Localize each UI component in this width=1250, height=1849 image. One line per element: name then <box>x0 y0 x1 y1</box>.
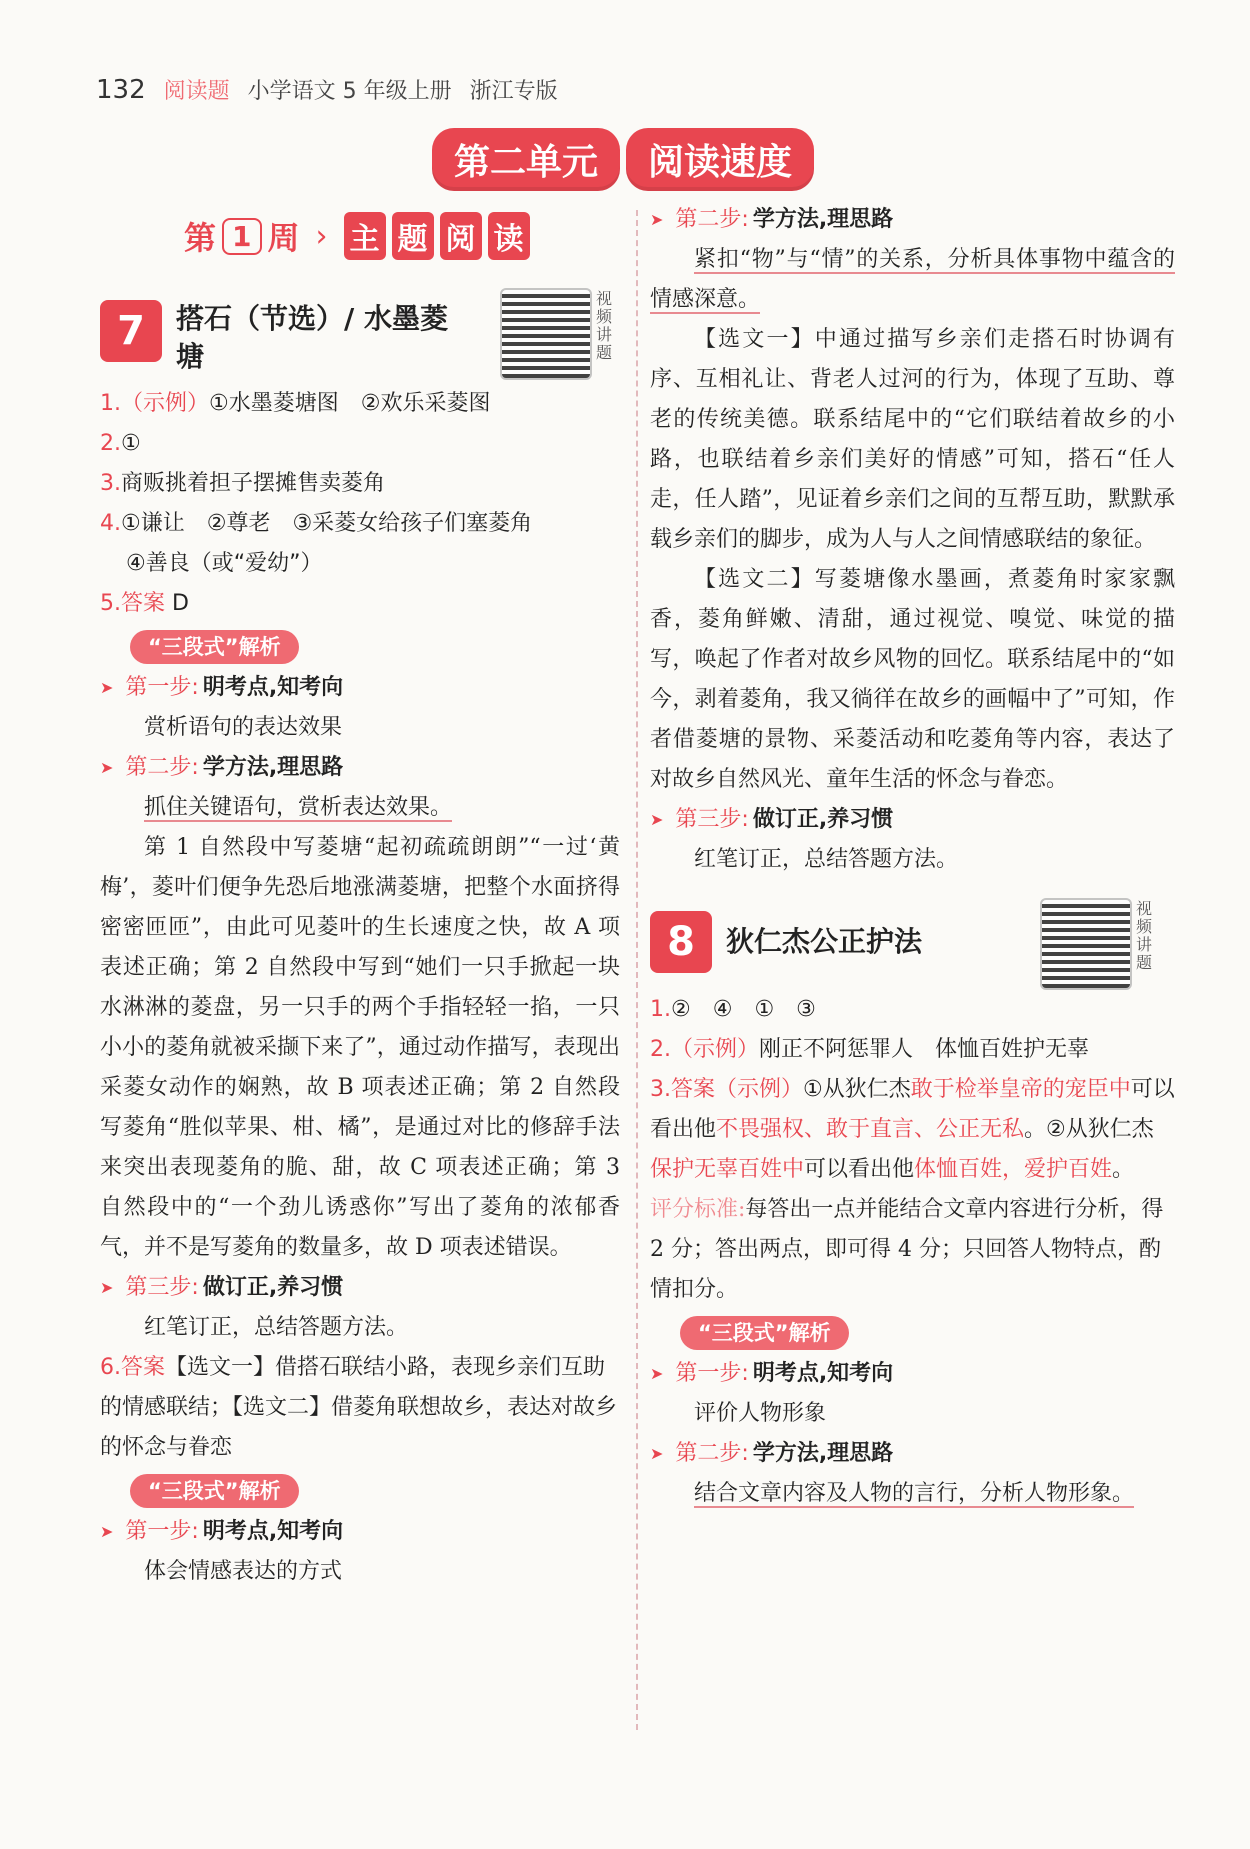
chevron-right-icon: › <box>315 218 328 254</box>
qr-label: 视频讲题 <box>596 289 613 362</box>
step-2: ➤ 第二步: 学方法,理思路 <box>650 200 1175 240</box>
step-1: ➤ 第一步: 明考点,知考向 <box>100 1512 620 1552</box>
answer-line: 3.商贩挑着担子摆摊售卖菱角 <box>100 471 386 496</box>
arrow-right-icon: ➤ <box>100 758 114 777</box>
step-3: ➤ 第三步: 做订正,养习惯 <box>650 800 1175 840</box>
answer-line: 2.① <box>100 431 141 456</box>
qr-code-icon[interactable] <box>1040 898 1132 990</box>
step-text: 体会情感表达的方式 <box>144 1559 343 1584</box>
theme-char: 读 <box>488 212 530 260</box>
right-column <box>650 200 1175 1514</box>
unit-name: 第二单元 <box>432 128 620 191</box>
lesson-number-badge: 7 <box>100 300 162 362</box>
step-2: ➤ 第二步: 学方法,理思路 <box>100 748 620 788</box>
arrow-right-icon: ➤ <box>650 810 664 829</box>
answer-line: 1.② ④ ① ③ <box>650 997 816 1022</box>
analysis-paragraph: 第 1 自然段中写菱塘“起初疏疏朗朗”“一过‘黄梅’，菱叶们便争先恐后地涨满菱塘，把整个水面挤得密密匝匝”，由此可见菱叶的生长速度之快，故 A 项表述正确；第 2 自然段中写到“她们一只手掀起一块水淋淋的菱盘，另一只手的两个手指轻轻一掐，一只小小的菱角就被采撷下来了”，通过动作描写，表现出采菱女动作的娴熟，故 B 项表述正确；第 2 自然段写菱角“胜似苹果、柑、橘”，是通过对比的修辞手法来突出表现菱角的脆、甜，故 C 项表述正确；第 3 自然段中的“一个劲儿诱惑你”写出了菱角的浓郁香气，并不是写菱角的数量多，故 D 项表述错误。 <box>100 835 620 1260</box>
answer-line: 4.①谦让 ②尊老 ③采菱女给孩子们塞菱角 <box>100 511 533 536</box>
answer-line: 6.答案【选文一】借搭石联结小路，表现乡亲们互助的情感联结；【选文二】借菱角联想故乡，表达对故乡的怀念与眷恋 <box>100 1355 618 1460</box>
analysis-tag: “三段式”解析 <box>130 630 299 664</box>
theme-char: 阅 <box>440 212 482 260</box>
step-2: ➤ 第二步: 学方法,理思路 <box>650 1434 1175 1474</box>
theme-char: 主 <box>344 212 386 260</box>
lesson-title: 狄仁杰公正护法 <box>726 925 923 958</box>
step-text: 抓住关键语句，赏析表达效果。 <box>144 795 453 820</box>
step-text: 结合文章内容及人物的言行，分析人物形象。 <box>694 1481 1135 1506</box>
section-name: 阅读题 <box>163 79 230 104</box>
step-1: ➤ 第一步: 明考点,知考向 <box>100 668 620 708</box>
page-number: 132 <box>96 75 146 105</box>
lesson-8-heading <box>650 899 1175 982</box>
page-header <box>96 74 558 105</box>
answer-line: 1.（示例）①水墨菱塘图 ②欢乐采菱图 <box>100 391 491 416</box>
score-criteria: 评分标准:每答出一点并能结合文章内容进行分析，得 2 分；答出两点，即可得 4 分；只回答人物特点，酌情扣分。 <box>650 1197 1164 1302</box>
unit-topic: 阅读速度 <box>626 128 814 191</box>
qr-code-icon[interactable] <box>500 288 592 380</box>
arrow-right-icon: ➤ <box>650 1364 664 1383</box>
week-prefix: 第 <box>184 219 217 257</box>
step-1: ➤ 第一步: 明考点,知考向 <box>650 1354 1175 1394</box>
week-suffix: 周 <box>267 219 300 257</box>
step-text: 赏析语句的表达效果 <box>144 715 343 740</box>
step-text: 红笔订正，总结答题方法。 <box>694 847 959 872</box>
column-divider <box>636 210 638 1730</box>
analysis-tag: “三段式”解析 <box>130 1474 299 1508</box>
lesson-number-badge: 8 <box>650 911 712 973</box>
week-number: 1 <box>222 218 261 255</box>
lesson-title: 搭石（节选）/ 水墨菱塘 <box>176 302 448 373</box>
analysis-tag: “三段式”解析 <box>680 1316 849 1350</box>
answer-line: 3.答案（示例）①从狄仁杰敢于检举皇帝的宠臣中可以看出他不畏强权、敢于直言、公正无私。②从狄仁杰保护无辜百姓中可以看出他体恤百姓，爱护百姓。 <box>650 1077 1175 1182</box>
book-title: 小学语文 5 年级上册 <box>247 79 452 104</box>
theme-char: 题 <box>392 212 434 260</box>
arrow-right-icon: ➤ <box>100 678 114 697</box>
arrow-right-icon: ➤ <box>100 1522 114 1541</box>
arrow-right-icon: ➤ <box>650 1444 664 1463</box>
unit-title <box>432 128 814 191</box>
analysis-paragraph: 【选文一】中通过描写乡亲们走搭石时协调有序、互相礼让、背老人过河的行为，体现了互助、尊老的传统美德。联系结尾中的“它们联结着故乡的小路，也联结着乡亲们美好的情感”可知，搭石“任人走，任人踏”，见证着乡亲们之间的互帮互助，默默承载乡亲们的脚步，成为人与人之间情感联结的象征。 <box>650 327 1175 552</box>
arrow-right-icon: ➤ <box>100 1278 114 1297</box>
step-text: 评价人物形象 <box>694 1401 827 1426</box>
step-3: ➤ 第三步: 做订正,养习惯 <box>100 1268 620 1308</box>
answer-line: 5.答案 D <box>100 591 189 616</box>
left-column <box>100 289 620 1592</box>
analysis-paragraph: 【选文二】写菱塘像水墨画，煮菱角时家家飘香，菱角鲜嫩、清甜，通过视觉、嗅觉、味觉的描写，唤起了作者对故乡风物的回忆。联系结尾中的“如今，剥着菱角，我又徜徉在故乡的画幅中了”可知，作者借菱塘的景物、采菱活动和吃菱角等内容，表达了对故乡自然风光、童年生活的怀念与眷恋。 <box>650 567 1175 792</box>
step-text: 红笔订正，总结答题方法。 <box>144 1315 409 1340</box>
answer-line: ④善良（或“爱幼”） <box>126 551 323 576</box>
arrow-right-icon: ➤ <box>650 210 664 229</box>
qr-label: 视频讲题 <box>1136 899 1153 972</box>
edition: 浙江专版 <box>469 79 558 104</box>
week-heading <box>184 212 530 260</box>
lesson-7-heading <box>100 289 620 376</box>
step-text: 紧扣“物”与“情”的关系，分析具体事物中蕴含的情感深意。 <box>650 247 1175 312</box>
answer-line: 2.（示例）刚正不阿惩罪人 体恤百姓护无辜 <box>650 1037 1090 1062</box>
